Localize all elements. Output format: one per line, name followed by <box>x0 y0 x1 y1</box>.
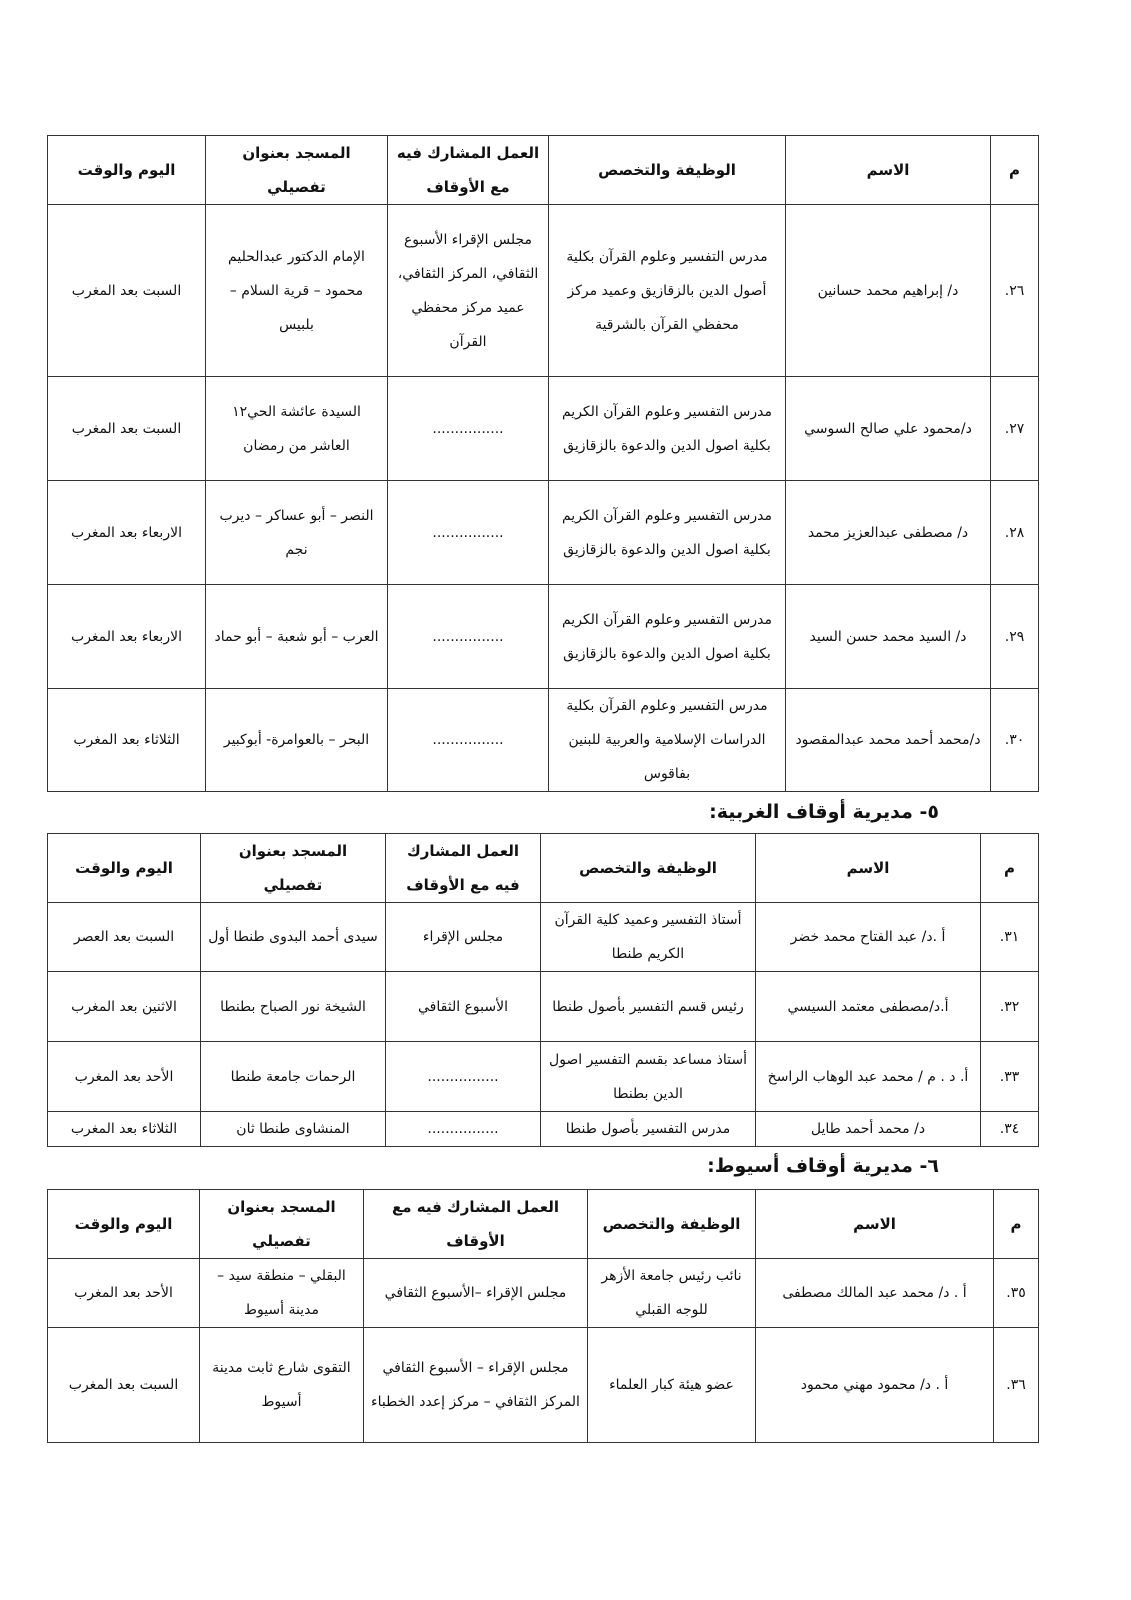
table-row <box>48 689 1039 792</box>
column-header-awqaf-work: العمل المشارك فيه مع الأوقاف <box>364 1190 588 1259</box>
cell-mosque: البحر – بالعوامرة- أبوكبير <box>206 689 388 792</box>
cell-name: د/محمود علي صالح السوسي <box>786 377 991 481</box>
column-header-index: م <box>981 834 1039 903</box>
table-row <box>48 972 1039 1042</box>
cell-name: أ. د . م / محمد عبد الوهاب الراسخ <box>756 1042 981 1112</box>
cell-position: مدرس التفسير وعلوم القرآن بكلية أصول الدين بالزقازيق وعميد مركز محفظي القرآن بالشرقية <box>549 205 786 377</box>
cell-awqaf-work: ................ <box>386 1112 541 1147</box>
column-header-day-time: اليوم والوقت <box>48 834 201 903</box>
section-title-asyut: ٦- مديرية أوقاف أسيوط: <box>707 1155 939 1177</box>
cell-name: أ . د/ محمود مهني محمود <box>756 1328 994 1443</box>
table-row <box>48 1112 1039 1147</box>
cell-name: د/ محمد أحمد طايل <box>756 1112 981 1147</box>
table-row <box>48 481 1039 585</box>
cell-index: ٣١. <box>981 903 1039 972</box>
cell-index: ٣٢. <box>981 972 1039 1042</box>
table-sharqia <box>47 135 1039 792</box>
cell-mosque: التقوى شارع ثابت مدينة أسيوط <box>200 1328 364 1443</box>
header-row <box>48 136 1039 205</box>
column-header-position: الوظيفة والتخصص <box>549 136 786 205</box>
cell-awqaf-work: ................ <box>388 689 549 792</box>
table-row <box>48 377 1039 481</box>
cell-position: عضو هيئة كبار العلماء <box>588 1328 756 1443</box>
column-header-mosque: المسجد بعنوان تفصيلي <box>206 136 388 205</box>
cell-day-time: الأحد بعد المغرب <box>48 1259 200 1328</box>
cell-position: مدرس التفسير وعلوم القرآن الكريم بكلية اصول الدين والدعوة بالزقازيق <box>549 481 786 585</box>
cell-index: ٣٣. <box>981 1042 1039 1112</box>
column-header-position: الوظيفة والتخصص <box>588 1190 756 1259</box>
cell-awqaf-work: مجلس الإقراء – الأسبوع الثقافي المركز الثقافي – مركز إعدد الخطباء <box>364 1328 588 1443</box>
cell-name: د/ مصطفى عبدالعزيز محمد <box>786 481 991 585</box>
cell-index: ٣٦. <box>994 1328 1039 1443</box>
cell-mosque: البقلي – منطقة سيد – مدينة أسيوط <box>200 1259 364 1328</box>
cell-awqaf-work: مجلس الإقراء –الأسبوع الثقافي <box>364 1259 588 1328</box>
cell-position: أستاذ التفسير وعميد كلية القرآن الكريم طنطا <box>541 903 756 972</box>
cell-mosque: سيدى أحمد البدوى طنطا أول <box>201 903 386 972</box>
header-row <box>48 834 1039 903</box>
cell-index: ٣٠. <box>991 689 1039 792</box>
column-header-name: الاسم <box>786 136 991 205</box>
cell-name: د/ إبراهيم محمد حسانين <box>786 205 991 377</box>
cell-name: د/ السيد محمد حسن السيد <box>786 585 991 689</box>
table-asyut <box>47 1189 1039 1443</box>
cell-awqaf-work: الأسبوع الثقافي <box>386 972 541 1042</box>
column-header-name: الاسم <box>756 1190 994 1259</box>
column-header-mosque: المسجد بعنوان تفصيلي <box>200 1190 364 1259</box>
table-row <box>48 903 1039 972</box>
column-header-day-time: اليوم والوقت <box>48 1190 200 1259</box>
cell-day-time: الاربعاء بعد المغرب <box>48 585 206 689</box>
column-header-day-time: اليوم والوقت <box>48 136 206 205</box>
cell-mosque: العرب – أبو شعبة – أبو حماد <box>206 585 388 689</box>
table-row <box>48 1042 1039 1112</box>
cell-name: أ . د/ محمد عبد المالك مصطفى <box>756 1259 994 1328</box>
cell-index: ٣٥. <box>994 1259 1039 1328</box>
column-header-index: م <box>994 1190 1039 1259</box>
cell-awqaf-work: ................ <box>386 1042 541 1112</box>
cell-position: مدرس التفسير وعلوم القرآن بكلية الدراسات الإسلامية والعربية للبنين بفاقوس <box>549 689 786 792</box>
column-header-awqaf-work: العمل المشارك فيه مع الأوقاف <box>386 834 541 903</box>
section-title-gharbia: ٥- مديرية أوقاف الغربية: <box>709 801 939 823</box>
cell-position: مدرس التفسير بأصول طنطا <box>541 1112 756 1147</box>
cell-day-time: الأحد بعد المغرب <box>48 1042 201 1112</box>
cell-awqaf-work: ................ <box>388 585 549 689</box>
column-header-index: م <box>991 136 1039 205</box>
cell-day-time: السبت بعد المغرب <box>48 377 206 481</box>
cell-day-time: الاثنين بعد المغرب <box>48 972 201 1042</box>
table-row <box>48 1259 1039 1328</box>
cell-awqaf-work: مجلس الإقراء الأسبوع الثقافي، المركز الثقافي، عميد مركز محفظي القرآن <box>388 205 549 377</box>
cell-awqaf-work: ................ <box>388 481 549 585</box>
cell-mosque: الشيخة نور الصباح بطنطا <box>201 972 386 1042</box>
cell-mosque: الرحمات جامعة طنطا <box>201 1042 386 1112</box>
cell-name: أ.د/مصطفى معتمد السيسي <box>756 972 981 1042</box>
column-header-awqaf-work: العمل المشارك فيه مع الأوقاف <box>388 136 549 205</box>
header-row <box>48 1190 1039 1259</box>
cell-day-time: الثلاثاء بعد المغرب <box>48 689 206 792</box>
cell-day-time: السبت بعد المغرب <box>48 205 206 377</box>
cell-position: أستاذ مساعد بقسم التفسير اصول الدين بطنطا <box>541 1042 756 1112</box>
cell-position: نائب رئيس جامعة الأزهر للوجه القبلي <box>588 1259 756 1328</box>
column-header-name: الاسم <box>756 834 981 903</box>
cell-position: مدرس التفسير وعلوم القرآن الكريم بكلية اصول الدين والدعوة بالزقازيق <box>549 377 786 481</box>
column-header-mosque: المسجد بعنوان تفصيلي <box>201 834 386 903</box>
table-row <box>48 1328 1039 1443</box>
cell-position: مدرس التفسير وعلوم القرآن الكريم بكلية اصول الدين والدعوة بالزقازيق <box>549 585 786 689</box>
cell-index: ٢٧. <box>991 377 1039 481</box>
cell-index: ٣٤. <box>981 1112 1039 1147</box>
cell-mosque: السيدة عائشة الحي١٢ العاشر من رمضان <box>206 377 388 481</box>
table-gharbia <box>47 833 1039 1147</box>
column-header-position: الوظيفة والتخصص <box>541 834 756 903</box>
table-row <box>48 585 1039 689</box>
cell-name: د/محمد أحمد محمد عبدالمقصود <box>786 689 991 792</box>
cell-name: أ .د/ عبد الفتاح محمد خضر <box>756 903 981 972</box>
cell-mosque: الإمام الدكتور عبدالحليم محمود – قرية السلام – بلبيس <box>206 205 388 377</box>
cell-day-time: السبت بعد المغرب <box>48 1328 200 1443</box>
cell-awqaf-work: ................ <box>388 377 549 481</box>
cell-awqaf-work: مجلس الإقراء <box>386 903 541 972</box>
cell-index: ٢٦. <box>991 205 1039 377</box>
cell-mosque: النصر – أبو عساكر – ديرب نجم <box>206 481 388 585</box>
cell-day-time: السبت بعد العصر <box>48 903 201 972</box>
cell-index: ٢٩. <box>991 585 1039 689</box>
cell-day-time: الاربعاء بعد المغرب <box>48 481 206 585</box>
cell-index: ٢٨. <box>991 481 1039 585</box>
cell-position: رئيس قسم التفسير بأصول طنطا <box>541 972 756 1042</box>
table-row <box>48 205 1039 377</box>
cell-day-time: الثلاثاء بعد المغرب <box>48 1112 201 1147</box>
cell-mosque: المنشاوى طنطا ثان <box>201 1112 386 1147</box>
